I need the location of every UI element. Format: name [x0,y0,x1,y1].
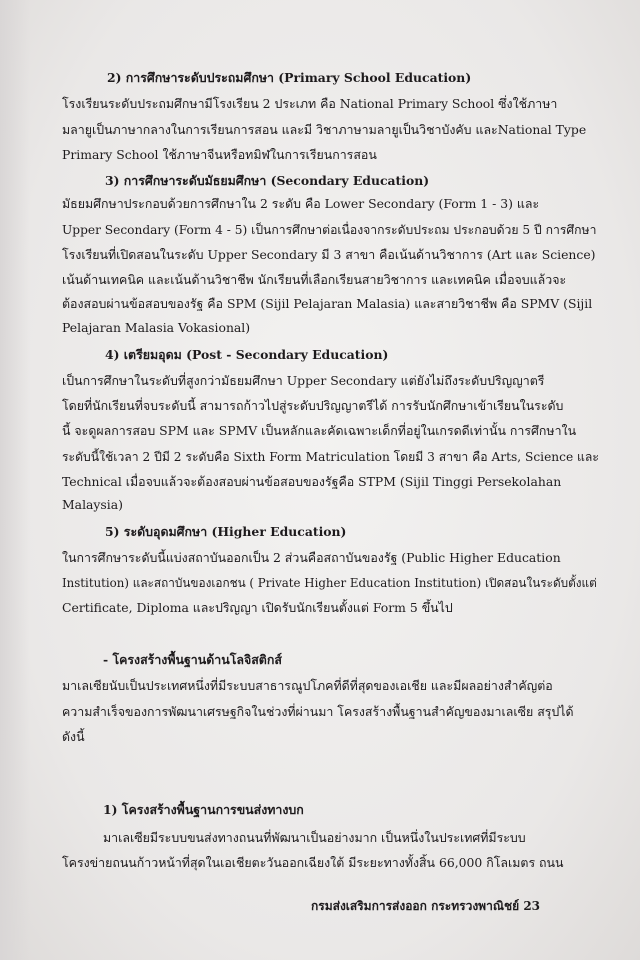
text-line: ดังนี้ [62,729,85,744]
text-line: โรงเรียนระดับประถมศึกษามีโรงเรียน 2 ประเภท คือ National Primary School ซึ่งใช้ภาษา [62,96,558,111]
heading-land-transport: 1) โครงสร้างพื้นฐานการขนส่งทางบก [103,802,304,817]
page-shadow [0,0,30,960]
text-line: Institution) และสถาบันของเอกชน ( Private Higher Education Institution) เปิดสอนในระดับตั้งแต่ [62,576,597,590]
text-line: มัธยมศึกษาประกอบด้วยการศึกษาใน 2 ระดับ คือ Lower Secondary (Form 1 - 3) และ [62,196,540,211]
text-line: ระดับนี้ใช้เวลา 2 ปีมี 2 ระดับคือ Sixth Form Matriculation โดยมี 3 สาขา คือ Arts, Science และ [62,450,599,464]
text-line: Upper Secondary (Form 4 - 5) เป็นการศึกษาต่อเนื่องจากระดับประถม ประกอบด้วย 5 ปี การศึกษา [62,223,597,237]
text-line: ในการศึกษาระดับนี้แบ่งสถาบันออกเป็น 2 ส่วนคือสถาบันของรัฐ (Public Higher Education [62,550,561,565]
text-line: มาเลเซียนับเป็นประเทศหนึ่งที่มีระบบสาธารณูปโภคที่ดีที่สุดของเอเชีย และมีผลอย่างสำคัญต่อ [62,678,553,693]
text-line: มาเลเซียมีระบบขนส่งทางถนนที่พัฒนาเป็นอย่างมาก เป็นหนึ่งในประเทศที่มีระบบ [103,830,526,845]
text-line: โครงข่ายถนนก้าวหน้าที่สุดในเอเชียตะวันออกเฉียงใต้ มีระยะทางทั้งสิ้น 66,000 กิโลเมตร ถนน [62,855,564,870]
heading-primary-education: 2) การศึกษาระดับประถมศึกษา (Primary School Education) [107,70,472,85]
heading-higher-education: 5) ระดับอุดมศึกษา (Higher Education) [105,524,347,539]
text-line: Pelajaran Malasia Vokasional) [62,320,251,335]
heading-secondary-education: 3) การศึกษาระดับมัธยมศึกษา (Secondary Education) [105,173,430,188]
text-line: ต้องสอบผ่านข้อสอบของรัฐ คือ SPM (Sijil Pelajaran Malasia) และสายวิชาชีพ คือ SPMV (Sijil [62,296,593,311]
text-line: โรงเรียนที่เปิดสอนในระดับ Upper Secondary มี 3 สาขา คือเน้นด้านวิชาการ (Art และ Science) [62,247,596,262]
text-line: มลายูเป็นภาษากลางในการเรียนการสอน และมี วิชาภาษามลายูเป็นวิชาบังคับ และNational Type [62,122,587,137]
heading-post-secondary: 4) เตรียมอุดม (Post - Secondary Education) [105,347,389,362]
text-line: Technical เมื่อจบแล้วจะต้องสอบผ่านข้อสอบของรัฐคือ STPM (Sijil Tinggi Persekolahan [62,474,562,489]
text-line: Certificate, Diploma และปริญญา เปิดรับนักเรียนตั้งแต่ Form 5 ขึ้นไป [62,600,453,615]
text-line: Primary School ใช้ภาษาจีนหรือทมิฬในการเรียนการสอน [62,147,377,162]
text-line: Malaysia) [62,497,123,512]
text-line: ความสำเร็จของการพัฒนาเศรษฐกิจในช่วงที่ผ่านมา โครงสร้างพื้นฐานสำคัญของมาเลเซีย สรุปได้ [62,704,574,719]
text-line: เน้นด้านเทคนิค และเน้นด้านวิชาชีพ นักเรียนที่เลือกเรียนสายวิชาการ และเทคนิค เมื่อจบแล้วจะ [62,272,567,287]
text-line: นี้ จะดูผลการสอบ SPM และ SPMV เป็นหลักและคัดเฉพาะเด็กที่อยู่ในเกรดดีเท่านั้น การศึกษาใน [62,423,577,438]
page-footer: กรมส่งเสริมการส่งออก กระทรวงพาณิชย์ 23 [311,899,541,913]
text-line: โดยที่นักเรียนที่จบระดับนี้ สามารถก้าวไปสู่ระดับปริญญาตรีได้ การรับนักศึกษาเข้าเรียนในระดับ [62,398,564,413]
heading-logistics: - โครงสร้างพื้นฐานด้านโลจิสติกส์ [103,652,282,667]
text-line: เป็นการศึกษาในระดับที่สูงกว่ามัธยมศึกษา Upper Secondary แต่ยังไม่ถึงระดับปริญญาตรี [62,373,545,388]
